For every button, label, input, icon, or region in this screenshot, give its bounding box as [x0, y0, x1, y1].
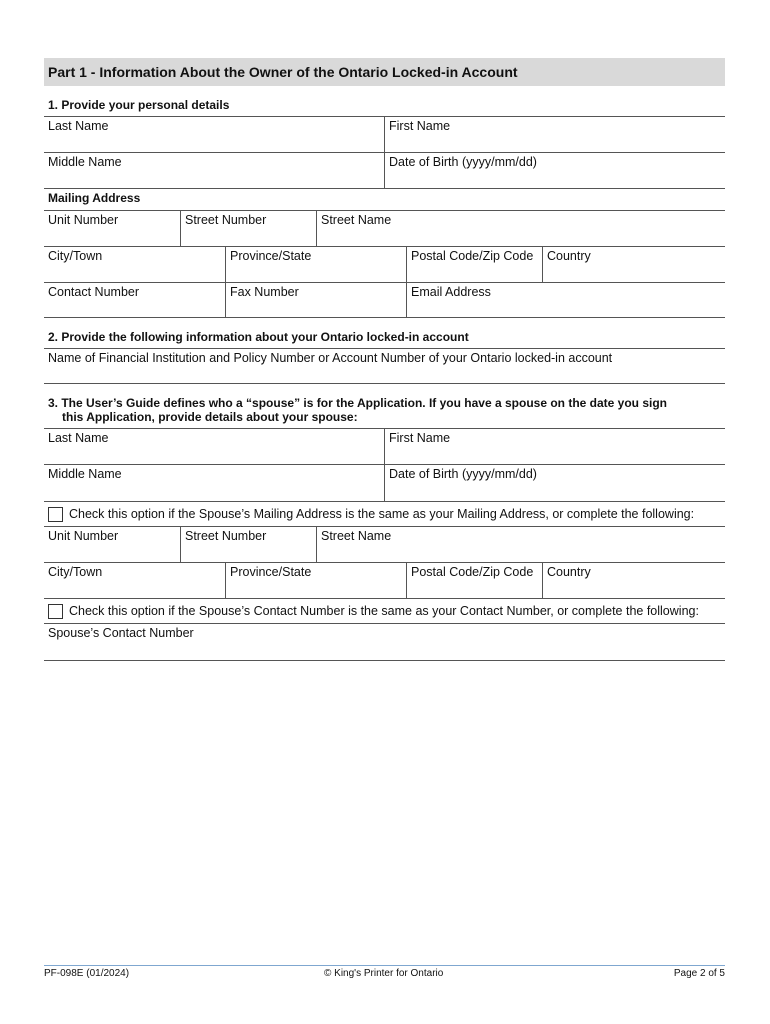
spouse-city-row	[44, 562, 725, 598]
spouse-address-row	[44, 526, 725, 562]
section3-title	[44, 396, 725, 424]
section1-title: 1. Provide your personal details	[48, 98, 230, 112]
spouse-dob-field[interactable]: Date of Birth (yyyy/mm/dd)	[384, 465, 725, 501]
spouse-street-name-field[interactable]: Street Name	[316, 527, 725, 562]
section3-title-line1: 3. The User’s Guide defines who a “spouse” is for the Application. If you have a spouse on the date you sign	[48, 396, 668, 410]
city-row	[44, 246, 725, 282]
address-row	[44, 210, 725, 246]
email-field[interactable]: Email Address	[406, 283, 725, 317]
spouse-unit-number-field[interactable]: Unit Number	[48, 529, 119, 543]
address-same-label: Check this option if the Spouse’s Mailing Address is the same as your Mailing Address, or complete the following:	[69, 507, 695, 521]
section3-title-line2: this Application, provide details about your spouse:	[62, 410, 358, 424]
contact-same-row	[44, 598, 725, 623]
spouse-city-field[interactable]: City/Town	[48, 565, 103, 579]
spouse-middle-dob-row	[44, 464, 725, 501]
copyright-text: © King's Printer for Ontario	[324, 968, 444, 979]
contact-same-checkbox[interactable]	[48, 604, 63, 619]
spouse-last-name-field[interactable]: Last Name	[48, 431, 109, 445]
first-name-field[interactable]: First Name	[384, 117, 725, 152]
postal-code-field[interactable]: Postal Code/Zip Code	[406, 247, 542, 282]
spouse-postal-code-field[interactable]: Postal Code/Zip Code	[406, 563, 542, 598]
part1-header: Part 1 - Information About the Owner of the Ontario Locked-in Account	[44, 58, 725, 86]
middle-name-field[interactable]: Middle Name	[48, 155, 122, 169]
spouse-name-row	[44, 428, 725, 464]
institution-field[interactable]: Name of Financial Institution and Policy Number or Account Number of your Ontario locked-in account	[48, 351, 613, 365]
page-footer	[44, 965, 725, 986]
address-same-checkbox[interactable]	[48, 507, 63, 522]
mailing-address-label: Mailing Address	[44, 188, 725, 210]
spouse-street-number-field[interactable]: Street Number	[180, 527, 316, 562]
form-page	[44, 58, 725, 661]
spouse-province-field[interactable]: Province/State	[225, 563, 406, 598]
last-name-field[interactable]: Last Name	[48, 119, 109, 133]
form-id: PF-098E (01/2024)	[44, 968, 130, 979]
contact-number-field[interactable]: Contact Number	[48, 285, 140, 299]
fax-number-field[interactable]: Fax Number	[225, 283, 406, 317]
country-field[interactable]: Country	[542, 247, 725, 282]
province-field[interactable]: Province/State	[225, 247, 406, 282]
unit-number-field[interactable]: Unit Number	[48, 213, 119, 227]
middle-dob-row	[44, 152, 725, 188]
spouse-country-field[interactable]: Country	[542, 563, 725, 598]
spouse-contact-number-field[interactable]: Spouse’s Contact Number	[48, 626, 194, 640]
institution-row	[44, 348, 725, 384]
contact-row	[44, 282, 725, 318]
spouse-first-name-field[interactable]: First Name	[384, 429, 725, 464]
dob-field[interactable]: Date of Birth (yyyy/mm/dd)	[384, 153, 725, 188]
contact-same-label: Check this option if the Spouse’s Contact Number is the same as your Contact Number, or complete the following:	[69, 604, 699, 618]
street-name-field[interactable]: Street Name	[316, 211, 725, 246]
spouse-middle-name-field[interactable]: Middle Name	[48, 467, 122, 481]
name-row	[44, 116, 725, 152]
section2-title: 2. Provide the following information about your Ontario locked-in account	[48, 330, 469, 344]
city-field[interactable]: City/Town	[48, 249, 103, 263]
address-same-row	[44, 501, 725, 526]
spouse-contact-row	[44, 623, 725, 661]
street-number-field[interactable]: Street Number	[180, 211, 316, 246]
page-number: Page 2 of 5	[673, 968, 725, 979]
